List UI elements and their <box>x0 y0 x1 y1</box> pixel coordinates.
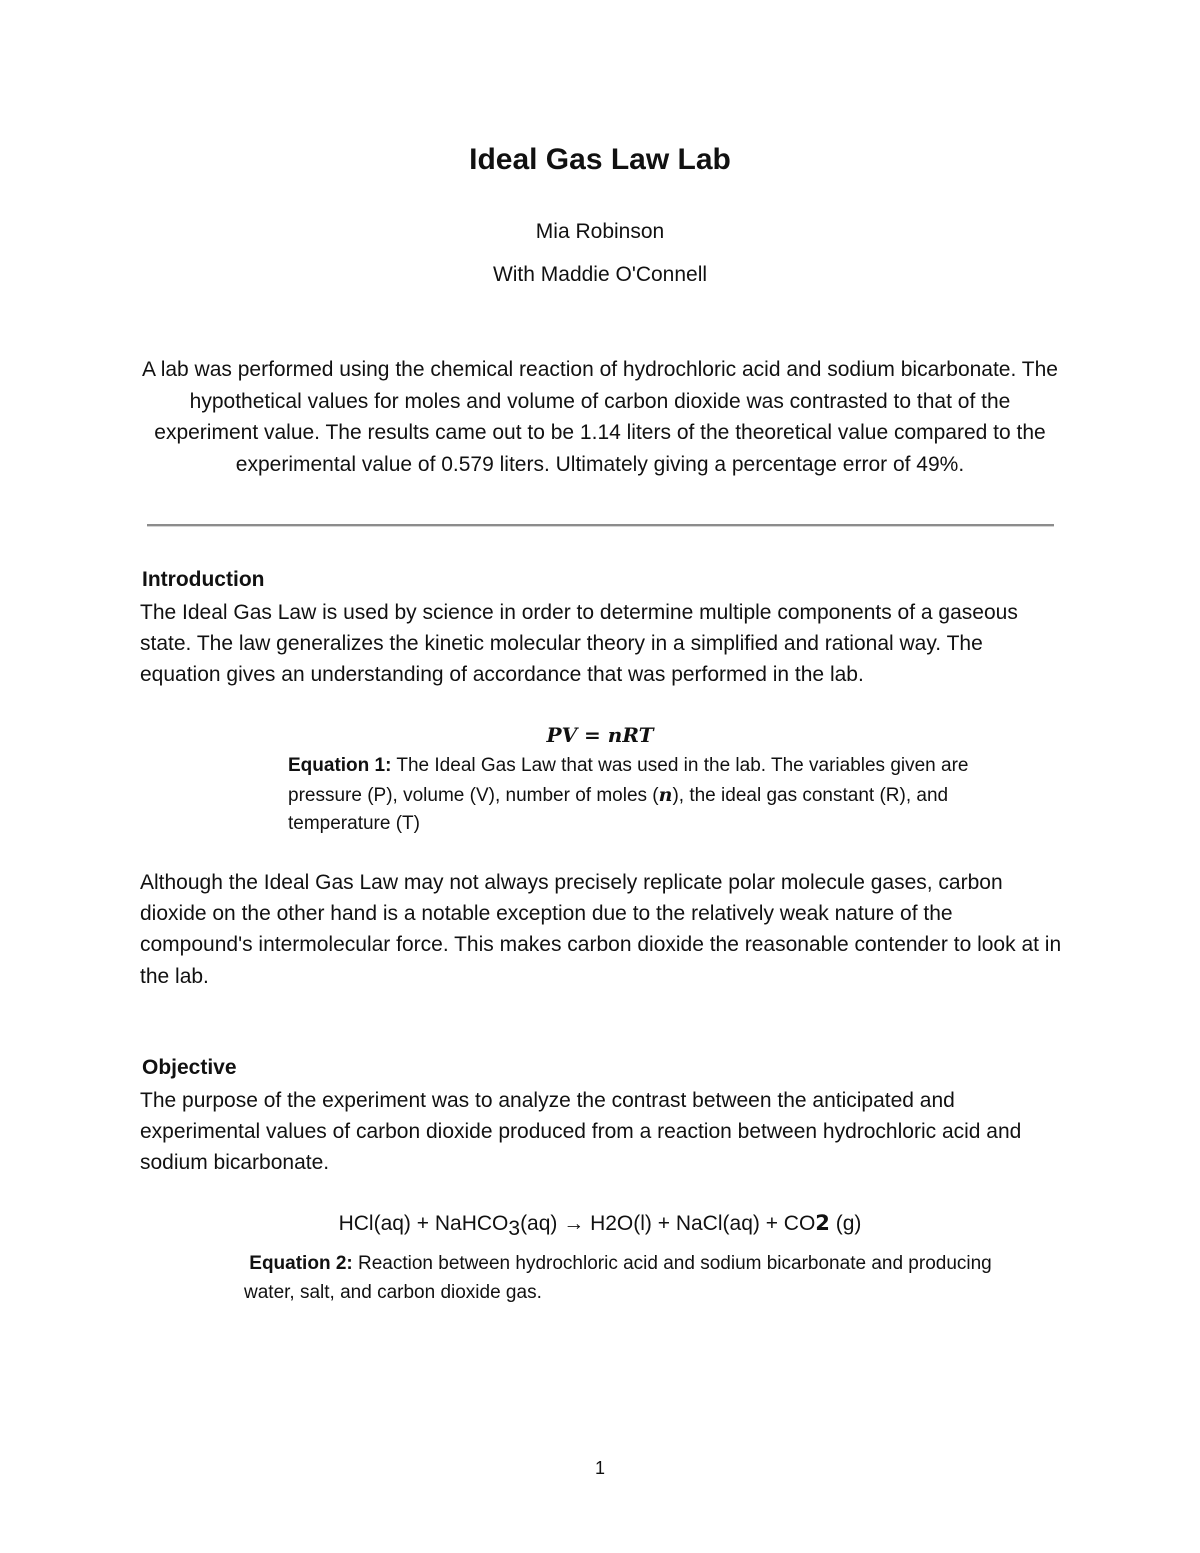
objective-paragraph: The purpose of the experiment was to analyze the contrast between the anticipated and experimental values of carbon dioxide produced from a reaction between hydrochloric acid and sodium bicarbonate. <box>140 1089 1022 1175</box>
equation-1-variable: n <box>658 783 673 806</box>
reaction-part-2: (aq) → H2O(l) + NaCl(aq) + CO <box>520 1212 816 1235</box>
equation-2-caption <box>244 1250 1004 1307</box>
page-number: 1 <box>594 1458 605 1478</box>
introduction-paragraph-2: Although the Ideal Gas Law may not always precisely replicate polar molecule gases, carbon dioxide on the other hand is a notable exception due to the relatively weak nature of the compound's intermolecular force. This makes carbon dioxide the reasonable contender to look at in the lab. <box>140 871 1062 988</box>
ideal-gas-equation: PV = nRT <box>546 723 654 747</box>
abstract-paragraph: A lab was performed using the chemical reaction of hydrochloric acid and sodium bicarbonate. The hypothetical values for moles and volume of carbon dioxide was contrasted to that of the experiment value. The results came out to be 1.14 liters of the theoretical value compared to the experimental value of 0.579 liters. Ultimately giving a percentage error of 49%. <box>142 358 1058 476</box>
objective-heading: Objective <box>142 1056 237 1079</box>
equation-2-text: Reaction between hydrochloric acid and sodium bicarbonate and producing water, salt, and carbon dioxide gas. <box>244 1253 992 1303</box>
reaction-subscript-3: 3 <box>508 1217 521 1240</box>
reaction-part-1: HCl(aq) + NaHCO <box>338 1212 509 1235</box>
equation-1-text-b: ), the ideal gas constant (R), and temperature (T) <box>288 784 949 834</box>
reaction-co2-subscript: 2 <box>815 1211 830 1235</box>
reaction-equation <box>0 1208 1200 1239</box>
equation-2-label: Equation 2: <box>249 1253 353 1274</box>
author-name: Mia Robinson <box>535 220 665 243</box>
introduction-heading: Introduction <box>142 568 265 591</box>
reaction-part-3: (g) <box>829 1212 862 1235</box>
partner-name: With Maddie O'Connell <box>492 263 708 286</box>
introduction-paragraph-1: The Ideal Gas Law is used by science in order to determine multiple components of a gaseous state. The law generalizes the kinetic molecular theory in a simplified and rational way. The equation gives an understanding of accordance that was performed in the lab. <box>140 601 1018 687</box>
document-title: Ideal Gas Law Lab <box>469 143 731 176</box>
horizontal-divider <box>147 524 1054 527</box>
equation-1-text-a: The Ideal Gas Law that was used in the lab. The variables given are pressure (P), volume (V), number of moles ( <box>288 755 969 806</box>
equation-1-caption <box>288 752 988 839</box>
equation-1-label: Equation 1: <box>288 755 392 776</box>
